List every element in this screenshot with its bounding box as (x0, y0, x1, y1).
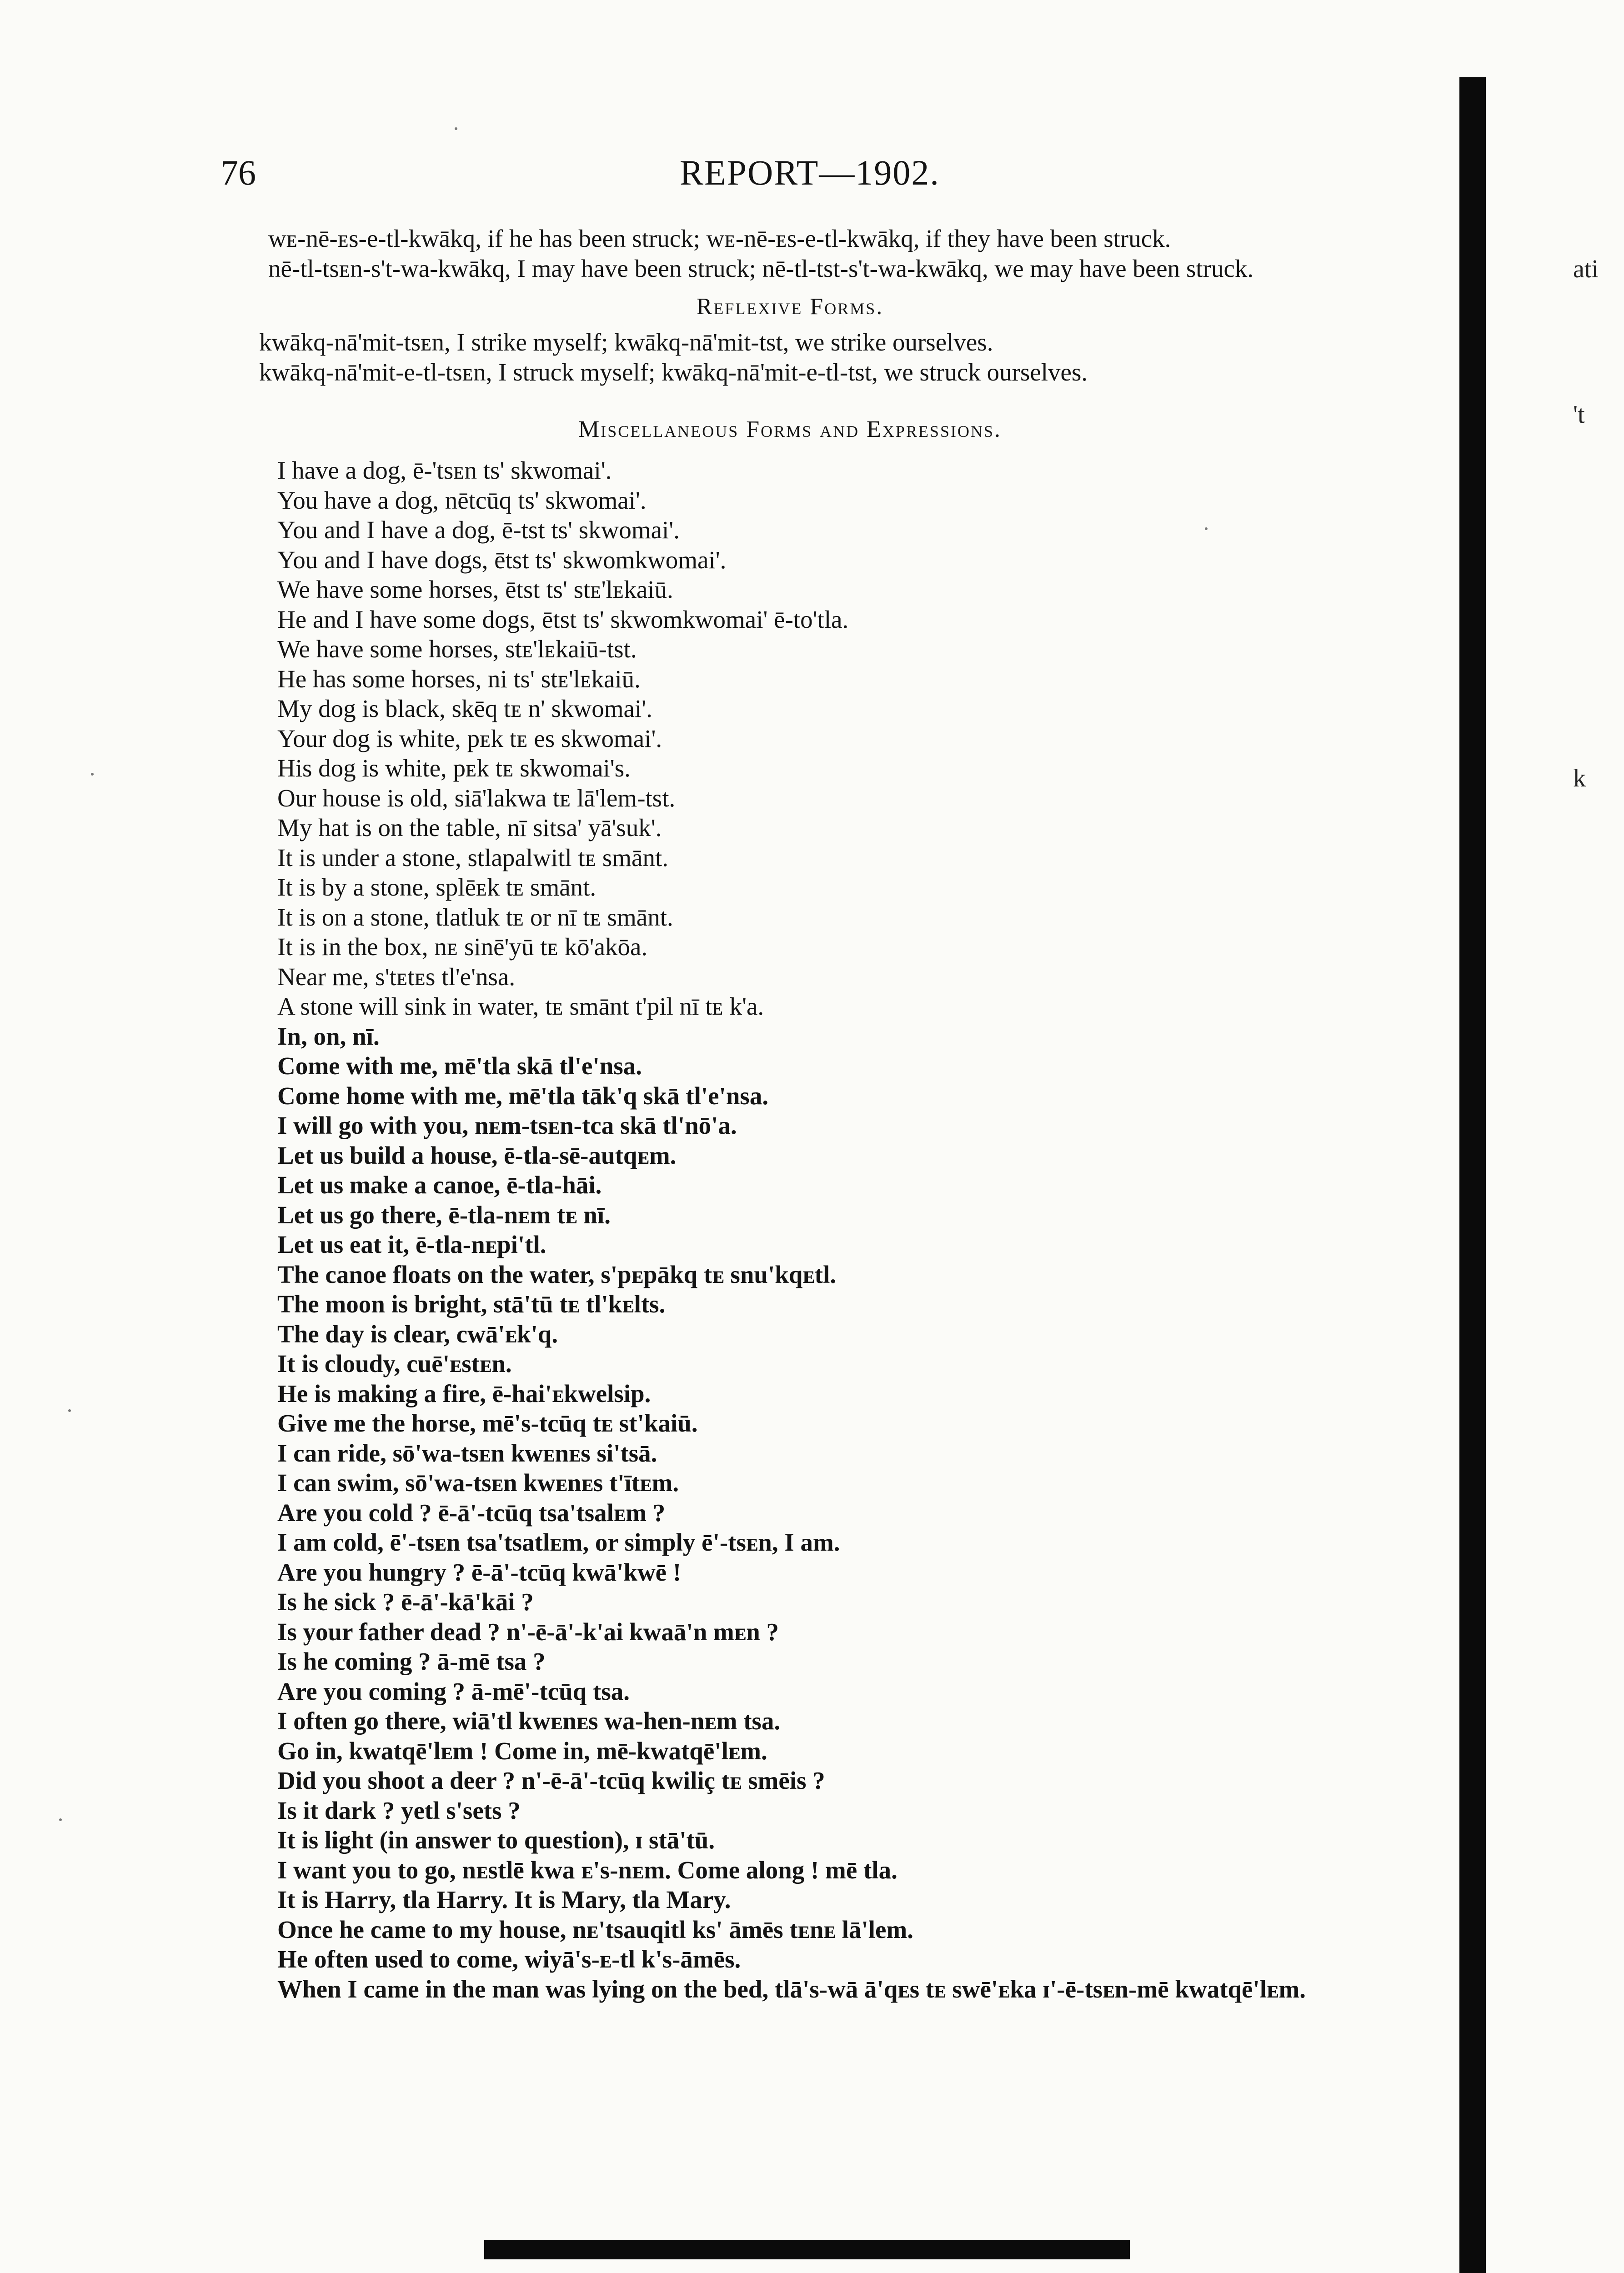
expression-line: It is light (in answer to question), ɪ stā'tū. (277, 1826, 715, 1854)
expression-line: He has some horses, ni ts' stᴇ'lᴇkaiū. (277, 665, 641, 693)
expression-line: Are you hungry ? ē-ā'-tcūq kwā'kwē ! (277, 1558, 682, 1586)
scan-speck (455, 127, 457, 130)
reflexive-line: kwākq-nā'mit-tsᴇn, I strike myself; kwākq-nā'mit-tst, we strike ourselves. (259, 328, 993, 356)
expression-line: I am cold, ē'-tsᴇn tsa'tsatlᴇm, or simply ē'-tsᴇn, I am. (277, 1528, 840, 1556)
expression-line: Did you shoot a deer ? n'-ē-ā'-tcūq kwiliç tᴇ smēis ? (277, 1767, 825, 1794)
expression-line: When I came in the man was lying on the bed, tlā's-wā ā'qᴇs tᴇ swē'ᴇka ɪ'-ē-tsᴇn-mē kwatqē'lᴇm. (277, 1975, 1306, 2003)
expression-line: I can swim, sō'wa-tsᴇn kwᴇnᴇs t'ītᴇm. (277, 1469, 679, 1497)
expression-line: You and I have a dog, ē-tst ts' skwomai'. (277, 516, 680, 544)
expression-line: We have some horses, ētst ts' stᴇ'lᴇkaiū. (277, 576, 673, 603)
scan-speck (91, 773, 94, 776)
expression-line: It is on a stone, tlatluk tᴇ or nī tᴇ smānt. (277, 903, 673, 931)
scan-speck (68, 1409, 71, 1412)
expression-line: Let us eat it, ē-tla-nᴇpi'tl. (277, 1231, 546, 1258)
expression-line: You have a dog, nētcūq ts' skwomai'. (277, 486, 647, 514)
adjacent-page-fragment: 't (1573, 401, 1585, 429)
expression-line: In, on, nī. (277, 1022, 380, 1050)
expression-line: Come home with me, mē'tla tāk'q skā tl'e'nsa. (277, 1081, 769, 1110)
expression-line: The moon is bright, stā'tū tᴇ tl'kᴇlts. (277, 1290, 666, 1318)
section-heading-miscellaneous: Miscellaneous Forms and Expressions. (578, 416, 1002, 442)
expression-line: It is by a stone, splēᴇk tᴇ smānt. (277, 873, 596, 901)
adjacent-page-fragment: ati (1573, 255, 1599, 283)
expression-line: My dog is black, skēq tᴇ n' skwomai'. (277, 695, 652, 722)
expression-line: Near me, s'tᴇtᴇs tl'e'nsa. (277, 962, 516, 991)
scan-margin-bar (1459, 77, 1486, 2273)
expression-line: Your dog is white, pᴇk tᴇ es skwomai'. (277, 724, 662, 752)
expression-line: It is in the box, nᴇ sinē'yū tᴇ kō'akōa. (277, 933, 648, 961)
expression-line: Go in, kwatqē'lᴇm ! Come in, mē-kwatqē'lᴇm. (277, 1737, 767, 1765)
section-heading-reflexive: Reflexive Forms. (696, 294, 884, 320)
expression-line: I often go there, wiā'tl kwᴇnᴇs wa-hen-nᴇm tsa. (277, 1707, 781, 1735)
expression-line: Let us go there, ē-tla-nᴇm tᴇ nī. (277, 1201, 611, 1229)
expression-line: Once he came to my house, nᴇ'tsauqitl ks' āmēs tᴇnᴇ lā'lem. (277, 1915, 914, 1943)
expression-line: A stone will sink in water, tᴇ smānt t'pil nī tᴇ k'a. (277, 992, 764, 1020)
adjacent-page-fragment: k (1573, 764, 1586, 792)
expression-line: Is your father dead ? n'-ē-ā'-k'ai kwaā'n mᴇn ? (277, 1617, 779, 1646)
expression-line: The day is clear, cwā'ᴇk'q. (277, 1320, 558, 1348)
expression-line: Is he sick ? ē-ā'-kā'kāi ? (277, 1588, 534, 1616)
expression-line: The canoe floats on the water, s'pᴇpākq tᴇ snu'kqᴇtl. (277, 1260, 837, 1288)
expression-line: You and I have dogs, ētst ts' skwomkwomai'. (277, 546, 727, 574)
expression-line: Are you cold ? ē-ā'-tcūq tsa'tsalᴇm ? (277, 1498, 666, 1527)
expression-line: Let us make a canoe, ē-tla-hāi. (277, 1171, 602, 1199)
expression-line: Are you coming ? ā-mē'-tcūq tsa. (277, 1677, 630, 1705)
expression-line: Is it dark ? yetl s'sets ? (277, 1796, 521, 1824)
expression-line: He often used to come, wiyā's-ᴇ-tl k's-āmēs. (277, 1945, 741, 1973)
expression-line: It is Harry, tla Harry. It is Mary, tla Mary. (277, 1886, 731, 1913)
expression-line: Our house is old, siā'lakwa tᴇ lā'lem-tst. (277, 784, 676, 812)
expression-line: I have a dog, ē-'tsᴇn ts' skwomai'. (277, 456, 612, 484)
expression-line: Is he coming ? ā-mē tsa ? (277, 1647, 546, 1675)
scan-bottom-bar (484, 2240, 1130, 2259)
expression-line: My hat is on the table, nī sitsa' yā'suk'. (277, 814, 662, 841)
paragraph: nē-tl-tsᴇn-s't-wa-kwākq, I may have been struck; nē-tl-tst-s't-wa-kwākq, we may have been struck. (268, 255, 1254, 282)
page-body (209, 224, 1371, 2004)
expression-line: He and I have some dogs, ētst ts' skwomkwomai' ē-to'tla. (277, 605, 849, 633)
expression-line: Let us build a house, ē-tla-sē-autqᴇm. (277, 1141, 677, 1169)
expression-line: I will go with you, nᴇm-tsᴇn-tca skā tl'nō'a. (277, 1111, 737, 1139)
expression-list (209, 456, 1371, 2004)
paragraph: wᴇ-nē-ᴇs-e-tl-kwākq, if he has been struck; wᴇ-nē-ᴇs-e-tl-kwākq, if they have been struck. (268, 225, 1171, 252)
expression-line: Give me the horse, mē's-tcūq tᴇ st'kaiū. (277, 1409, 698, 1437)
expression-line: I want you to go, nᴇstlē kwa ᴇ's-nᴇm. Come along ! mē tla. (277, 1856, 897, 1884)
expression-line: It is cloudy, cuē'ᴇstᴇn. (277, 1350, 512, 1377)
expression-line: We have some horses, stᴇ'lᴇkaiū-tst. (277, 635, 637, 663)
expression-line: His dog is white, pᴇk tᴇ skwomai's. (277, 754, 631, 782)
expression-line: He is making a fire, ē-hai'ᴇkwelsip. (277, 1379, 651, 1407)
reflexive-line: kwākq-nā'mit-e-tl-tsᴇn, I struck myself; kwākq-nā'mit-e-tl-tst, we struck ourselves. (259, 358, 1088, 386)
expression-line: I can ride, sō'wa-tsᴇn kwᴇnᴇs si'tsā. (277, 1439, 657, 1467)
expression-line: Come with me, mē'tla skā tl'e'nsa. (277, 1052, 642, 1080)
page-number: 76 (221, 153, 256, 192)
scan-speck (59, 1818, 62, 1821)
expression-line: It is under a stone, stlapalwitl tᴇ smānt. (277, 843, 668, 871)
page-header (221, 152, 1371, 202)
running-head: REPORT—1902. (680, 153, 940, 192)
